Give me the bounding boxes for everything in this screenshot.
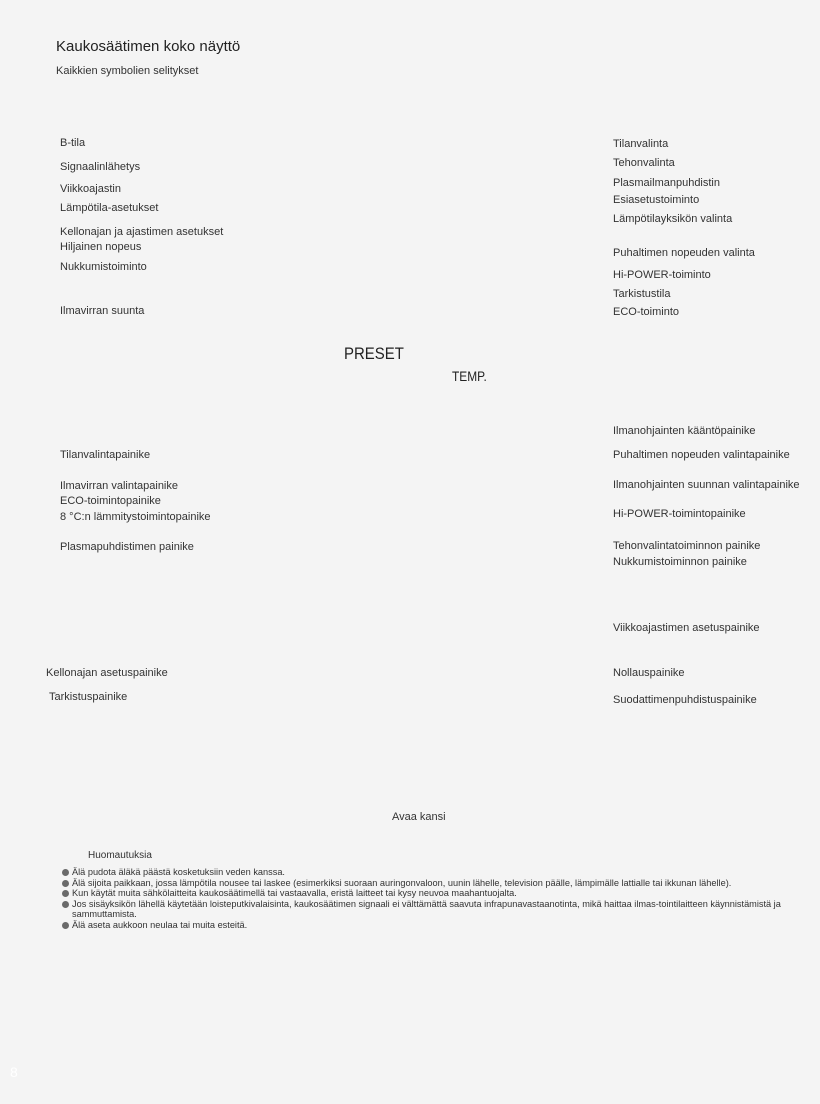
label-hi-power: Hi-POWER-toiminto: [613, 269, 711, 281]
note-item: [62, 867, 782, 878]
label-power-select: Tehonvalinta: [613, 157, 675, 169]
bullet-icon: [62, 880, 69, 887]
bullet-icon: [62, 922, 69, 929]
label-sleep-function: Nukkumistoiminto: [60, 261, 147, 273]
open-cover-label: Avaa kansi: [392, 811, 446, 823]
label-filter-clean-button: Suodattimenpuhdistuspainike: [613, 694, 757, 706]
note-item: [62, 888, 782, 899]
label-weekly-timer: Viikkoajastin: [60, 183, 121, 195]
label-fan-speed-button: Puhaltimen nopeuden valintapainike: [613, 449, 790, 461]
note-text: Älä aseta aukkoon neulaa tai muita esteitä.: [72, 919, 248, 930]
notes-list: [62, 867, 782, 930]
label-8c-heating-button: 8 °C:n lämmitystoimintopainike: [60, 511, 211, 523]
label-louver-swing-button: Ilmanohjainten kääntöpainike: [613, 425, 756, 437]
preset-display: PRESET: [344, 344, 404, 363]
label-preset-function: Esiasetustoiminto: [613, 194, 700, 206]
label-airflow-button: Ilmavirran valintapainike: [60, 480, 178, 492]
temp-display: TEMP.: [452, 368, 487, 384]
label-clock-set-button: Kellonajan asetuspainike: [46, 667, 168, 679]
label-reset-button: Nollauspainike: [613, 667, 685, 679]
label-mode-select: Tilanvalinta: [613, 138, 669, 150]
notes-heading: Huomautuksia: [88, 850, 152, 861]
label-power-select-button: Tehonvalintatoiminnon painike: [613, 540, 761, 552]
note-item: [62, 878, 782, 889]
label-b-mode: B-tila: [60, 137, 86, 149]
note-text: Älä pudota äläkä päästä kosketuksiin veden kanssa.: [72, 867, 285, 877]
page-subtitle: Kaikkien symbolien selitykset: [56, 65, 199, 77]
label-plasma-button: Plasmapuhdistimen painike: [60, 541, 194, 553]
label-temperature-unit: Lämpötilayksikön valinta: [613, 213, 733, 225]
note-item: [62, 899, 782, 920]
bullet-icon: [62, 890, 69, 897]
label-check-button: Tarkistuspainike: [49, 691, 128, 703]
label-check-mode: Tarkistustila: [613, 288, 671, 300]
note-text: Jos sisäyksikön lähellä käytetään loisteputkivalaisinta, kaukosäätimen signaali ei välttämättä saavuta infrapunavastaanotinta, mikä haittaa ilmas-tointilaitteen käynnistämistä ja sammuttamista.: [72, 898, 781, 919]
label-plasma-purifier: Plasmailmanpuhdistin: [613, 177, 720, 189]
bullet-icon: [62, 869, 69, 876]
label-louver-direction-button: Ilmanohjainten suunnan valintapainike: [613, 479, 800, 491]
label-sleep-button: Nukkumistoiminnon painike: [613, 556, 747, 568]
label-quiet-speed: Hiljainen nopeus: [60, 241, 142, 253]
label-fan-speed-select: Puhaltimen nopeuden valinta: [613, 247, 755, 259]
label-weekly-timer-button: Viikkoajastimen asetuspainike: [613, 622, 760, 634]
page-number: 8: [10, 1064, 18, 1080]
bullet-icon: [62, 901, 69, 908]
note-item: [62, 920, 782, 931]
label-clock-timer-settings: Kellonajan ja ajastimen asetukset: [60, 226, 224, 238]
label-signal-transmission: Signaalinlähetys: [60, 161, 141, 173]
label-eco-function: ECO-toiminto: [613, 306, 680, 318]
page-title: Kaukosäätimen koko näyttö: [56, 38, 241, 55]
note-text: Älä sijoita paikkaan, jossa lämpötila nousee tai laskee (esimerkiksi suoraan auringonvaloon, uunin lähelle, television päälle, lämpimälle lattialle tai ikkunan lähelle).: [72, 877, 732, 888]
label-hi-power-button: Hi-POWER-toimintopainike: [613, 508, 746, 520]
label-airflow-direction: Ilmavirran suunta: [60, 305, 145, 317]
note-text: Kun käytät muita sähkölaitteita kaukosäätimellä tai vastaavalla, eristä laitteet tai kysy neuvoa maahantuojalta.: [72, 888, 517, 898]
label-mode-button: Tilanvalintapainike: [60, 449, 151, 461]
label-eco-button: ECO-toimintopainike: [60, 495, 161, 507]
label-temperature-settings: Lämpötila-asetukset: [60, 202, 159, 214]
